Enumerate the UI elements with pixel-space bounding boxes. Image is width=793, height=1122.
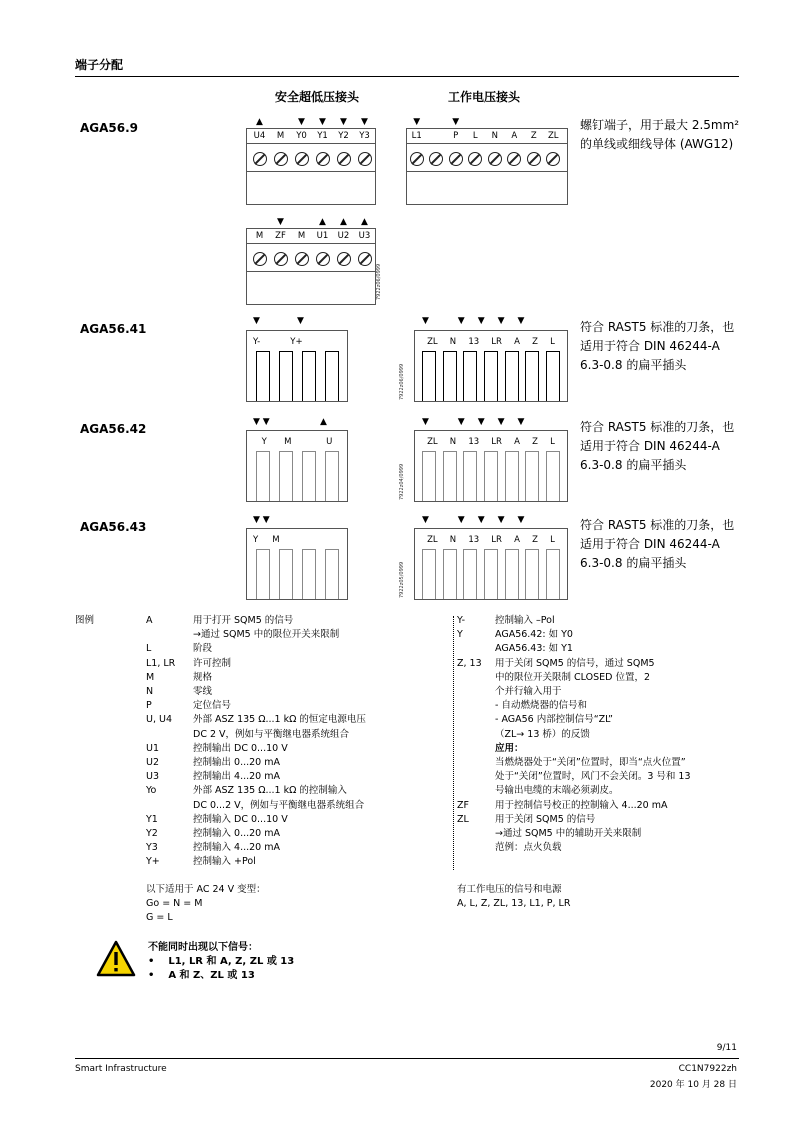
screw-icon <box>358 152 372 166</box>
legend-entry <box>457 841 691 855</box>
legend-key: U3 <box>146 771 159 783</box>
warning-title: 不能同时出现以下信号： <box>148 942 258 953</box>
legend-entry <box>457 770 691 784</box>
legend-entry <box>146 614 366 628</box>
drawing-code: 7922z06/0999 <box>376 263 382 300</box>
legend-entry <box>146 713 366 727</box>
legend-text: →通过 SQM5 中的辅助开关来限制 <box>495 828 642 840</box>
legend-text: 控制输出 0...20 mA <box>193 757 280 769</box>
legend-key <box>457 784 495 798</box>
legend-text: 用于打开 SQM5 的信号 <box>193 615 294 626</box>
legend-text: 外部 ASZ 135 Ω...1 kΩ 的恒定电源电压 <box>193 714 366 726</box>
legend-text: DC 0...2 V，例如与平衡继电器系统组合 <box>193 799 365 811</box>
screw-icon <box>410 152 424 166</box>
legend-entry <box>146 770 366 784</box>
legend-key: Y2 <box>146 828 158 840</box>
legend-key <box>457 642 495 656</box>
legend-entry <box>457 827 691 841</box>
legend-entry <box>457 784 691 798</box>
blade-block-aga56-41-working: ZL N 13 LR A Z L <box>414 330 568 402</box>
legend-key <box>457 728 495 742</box>
legend-entry <box>457 657 691 671</box>
legend-text: →通过 SQM5 中的限位开关来限制 <box>193 629 340 641</box>
screw-icon <box>253 152 267 166</box>
legend-entry <box>457 685 691 699</box>
legend-text: 中的限位开关限制 CLOSED 位置，2 <box>495 671 650 683</box>
legend-entry <box>146 685 366 699</box>
warning-block <box>148 941 294 983</box>
drawing-code: 7922z04/0999 <box>399 463 405 500</box>
desc-aga56-42: 符合 RAST5 标准的刀条，也适用于符合 DIN 46244-A 6.3-0.8 的扁平插头 <box>580 420 735 472</box>
page-section-title: 端子分配 <box>75 58 124 72</box>
legend-divider <box>453 616 454 870</box>
terminal-block-aga56-9-slv-2: ▼ ▲ ▲ ▲ M ZF M U1 U2 U3 <box>246 228 376 305</box>
legend-text: DC 2 V，例如与平衡继电器系统组合 <box>193 728 350 740</box>
legend-entry <box>146 657 366 671</box>
screw-icon <box>507 152 521 166</box>
screw-icon <box>468 152 482 166</box>
legend-entry <box>457 642 691 656</box>
legend-key: M <box>146 671 155 683</box>
legend-entry <box>146 855 366 869</box>
legend-text: 定位信号 <box>193 700 232 712</box>
legend-key <box>457 713 495 727</box>
screw-icon <box>295 252 309 266</box>
legend-text: 范例：点火负载 <box>495 842 562 854</box>
blade-block-aga56-42-slv: Y M U <box>246 430 348 502</box>
arrow-down-icon: ▼ ▼ <box>253 417 270 427</box>
legend-title: 图例 <box>75 615 95 626</box>
legend-key: A <box>146 615 153 626</box>
legend-key: ZF <box>457 799 469 811</box>
legend-entry <box>146 756 366 770</box>
screw-icon <box>253 252 267 266</box>
screw-icon <box>295 152 309 166</box>
screw-icon <box>316 252 330 266</box>
desc-aga56-43: 符合 RAST5 标准的刀条，也适用于符合 DIN 46244-A 6.3-0.8 的扁平插头 <box>580 518 735 570</box>
legend-key <box>146 628 193 642</box>
working-column-heading: 工作电压接头 <box>448 90 521 104</box>
document-number: CC1N7922zh <box>678 1064 737 1074</box>
legend-key <box>457 770 495 784</box>
legend-text: 控制输入 0...20 mA <box>193 828 280 840</box>
warning-icon <box>96 939 136 979</box>
legend-key: U, U4 <box>146 714 172 726</box>
legend-text: （ZL→ 13 桥）的反馈 <box>495 728 590 740</box>
blade-block-aga56-42-working: ZL N 13 LR A Z L <box>414 430 568 502</box>
arrow-down-icon: ▼ ▼ <box>253 515 270 525</box>
legend-text: 控制输入 DC 0...10 V <box>193 813 288 825</box>
legend-text: 当燃烧器处于“关闭”位置时，即当“点火位置” <box>495 757 686 769</box>
legend-key: Y3 <box>146 842 158 854</box>
legend-entry <box>146 699 366 713</box>
header-rule <box>75 76 739 77</box>
arrow-down-icon: ▼ ▼▼▼▼ <box>422 417 538 427</box>
legend-entry <box>457 813 691 827</box>
legend-text: 零线 <box>193 686 213 698</box>
legend-text: 外部 ASZ 135 Ω...1 kΩ 的控制输入 <box>193 785 347 797</box>
legend-entry <box>457 628 691 642</box>
legend-text: AGA56.42: 如 Y0 <box>495 629 573 641</box>
legend-text: - AGA56 内部控制信号“ZL” <box>495 714 613 726</box>
company-name: Smart Infrastructure <box>75 1064 167 1074</box>
legend-entry <box>146 827 366 841</box>
legend-key: Y <box>457 629 463 641</box>
screw-icon <box>527 152 541 166</box>
legend-text: 许可控制 <box>193 657 232 669</box>
legend-entry <box>146 784 366 798</box>
footer-rule <box>75 1058 739 1059</box>
legend-key: U2 <box>146 757 159 769</box>
ac24v-note: 以下适用于 AC 24 V 变型： Go = N = M G = L <box>146 884 266 924</box>
legend-text: 应用： <box>495 742 524 754</box>
legend-left <box>146 614 366 870</box>
model-aga56-9: AGA56.9 <box>80 121 139 135</box>
legend-key <box>146 728 193 742</box>
legend-text: - 自动燃烧器的信号和 <box>495 700 587 712</box>
legend-key: Y+ <box>146 856 160 868</box>
legend-text: 控制输出 4...20 mA <box>193 771 280 783</box>
screw-icon <box>274 152 288 166</box>
blade-block-aga56-43-working: ZL N 13 LR A Z L <box>414 528 568 600</box>
drawing-code: 7922z06/0999 <box>399 363 405 400</box>
legend-entry <box>146 799 366 813</box>
blade-block-aga56-41-slv: Y- Y+ <box>246 330 348 402</box>
legend-key <box>457 742 495 756</box>
legend-text: 规格 <box>193 671 213 683</box>
legend-text: 号输出电缆的末端必须剥皮。 <box>495 785 619 797</box>
legend-key <box>457 756 495 770</box>
legend-key <box>457 685 495 699</box>
legend-key: Y1 <box>146 813 158 825</box>
warning-item: • L1, LR 和 A, Z, ZL 或 13 <box>148 956 295 967</box>
legend-entry <box>146 671 366 685</box>
screw-icon <box>449 152 463 166</box>
legend-text: 处于“关闭”位置时，风门不会关闭。3 号和 13 <box>495 771 691 783</box>
screw-icon <box>429 152 443 166</box>
legend-key: L <box>146 643 152 655</box>
arrow-down-icon: ▼ <box>253 316 260 326</box>
desc-aga56-9: 螺钉端子，用于最大 2.5mm² 的单线或细线导体 (AWG12) <box>580 118 740 151</box>
legend-entry <box>146 841 366 855</box>
legend-text: 用于关闭 SQM5 的信号，通过 SQM5 <box>495 657 655 669</box>
screw-icon <box>358 252 372 266</box>
legend-entry <box>146 642 366 656</box>
screw-icon <box>546 152 560 166</box>
drawing-code: 7922z05/0999 <box>399 561 405 598</box>
legend-key: P <box>146 700 152 712</box>
legend-entry <box>457 728 691 742</box>
legend-key: L1, LR <box>146 657 176 669</box>
legend-key: U1 <box>146 742 159 754</box>
page-number: 9/11 <box>716 1043 737 1053</box>
legend-entry <box>146 628 366 642</box>
legend-entry <box>457 742 691 756</box>
warning-item: • A 和 Z、ZL 或 13 <box>148 970 255 981</box>
legend-key: Y- <box>457 615 466 626</box>
terminal-block-aga56-9-working: ▼ ▼ L1 P L N A Z ZL <box>406 128 568 205</box>
model-aga56-43: AGA56.43 <box>80 520 147 534</box>
legend-entry <box>457 756 691 770</box>
model-aga56-41: AGA56.41 <box>80 322 147 336</box>
terminal-block-aga56-9-slv: ▲ ▼ ▼ ▼ ▼ U4 M Y0 Y1 Y2 Y3 <box>246 128 376 205</box>
legend-entry <box>146 813 366 827</box>
blade-block-aga56-43-slv: Y M <box>246 528 348 600</box>
model-aga56-42: AGA56.42 <box>80 422 147 436</box>
legend-entry <box>457 699 691 713</box>
legend-key <box>146 799 193 813</box>
working-voltage-note: 有工作电压的信号和电源 A, L, Z, ZL, 13, L1, P, LR <box>457 884 571 910</box>
legend-entry <box>146 742 366 756</box>
legend-text: AGA56.43: 如 Y1 <box>495 643 573 655</box>
desc-aga56-41: 符合 RAST5 标准的刀条，也适用于符合 DIN 46244-A 6.3-0.8 的扁平插头 <box>580 320 735 372</box>
legend-right <box>457 614 691 855</box>
legend-text: 控制输入 –Pol <box>495 615 555 626</box>
legend-key: N <box>146 686 154 698</box>
legend-key <box>457 671 495 685</box>
screw-icon <box>316 152 330 166</box>
legend-text: 阶段 <box>193 643 213 655</box>
legend-key <box>457 841 495 855</box>
legend-entry <box>146 728 366 742</box>
document-date: 2020 年 10 月 28 日 <box>649 1080 737 1090</box>
legend-text: 个并行输入用于 <box>495 686 562 698</box>
screw-icon <box>337 252 351 266</box>
arrow-down-icon: ▼ ▼▼▼▼ <box>422 316 538 326</box>
slv-column-heading: 安全超低压接头 <box>275 90 360 104</box>
legend-key: Z, 13 <box>457 657 482 669</box>
legend-entry <box>457 799 691 813</box>
legend-entry <box>457 671 691 685</box>
legend-text: 用于控制信号校正的控制输入 4...20 mA <box>495 799 668 811</box>
legend-entry <box>457 614 691 628</box>
arrow-up-icon: ▲ <box>320 417 327 427</box>
legend-entry <box>457 713 691 727</box>
arrow-down-icon: ▼ ▼▼▼▼ <box>422 515 538 525</box>
legend-key: ZL <box>457 813 469 825</box>
legend-text: 用于关闭 SQM5 的信号 <box>495 813 596 825</box>
screw-icon <box>337 152 351 166</box>
legend-key: Yo <box>146 785 157 797</box>
legend-text: 控制输入 +Pol <box>193 856 256 868</box>
screw-icon <box>488 152 502 166</box>
arrow-down-icon: ▼ <box>297 316 304 326</box>
legend-text: 控制输出 DC 0...10 V <box>193 742 288 754</box>
legend-key <box>457 827 495 841</box>
legend-key <box>457 699 495 713</box>
legend-text: 控制输入 4...20 mA <box>193 842 280 854</box>
screw-icon <box>274 252 288 266</box>
